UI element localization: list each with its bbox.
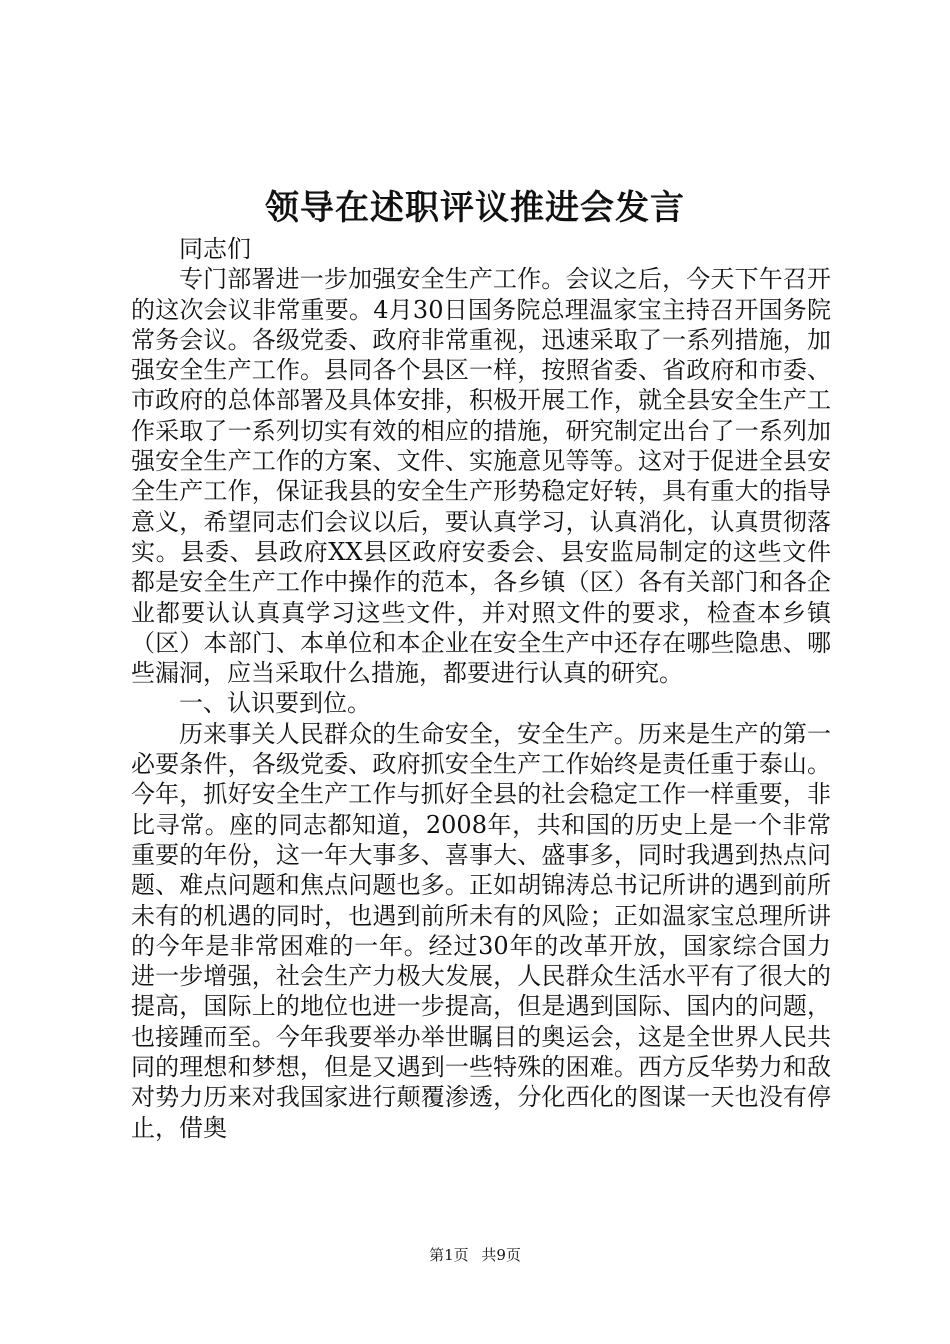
salutation: 同志们: [179, 235, 251, 263]
page-footer: [0, 1245, 950, 1265]
page-number: 第1页: [429, 1246, 469, 1264]
paragraph: 历来事关人民群众的生命安全，安全生产。历来是生产的第一必要条件，各级党委、政府抓安全生产工作始终是责任重于泰山。今年，抓好安全生产工作与抓好全县的社会稳定工作一样重要，非比寻常。座的同志都知道，2008年，共和国的历史上是一个非常重要的年份，这一年大事多、喜事大、盛事多，同时我遇到热点问题、难点问题和焦点问题也多。正如胡锦涛总书记所讲的遇到前所未有的机遇的同时，也遇到前所未有的风险；正如温家宝总理所讲的今年是非常困难的一年。经过30年的改革开放，国家综合国力进一步增强，社会生产力极大发展，人民群众生活水平有了很大的提高，国际上的地位也进一步提高，但是遇到国际、国内的问题，也接踵而至。今年我要举办举世瞩目的奥运会，这是全世界人民共同的理想和梦想，但是又遇到一些特殊的困难。西方反华势力和敌对势力历来对我国家进行颠覆渗透，分化西化的图谋一天也没有停止，借奥: [131, 719, 831, 1142]
page-total: 共9页: [481, 1246, 521, 1264]
paragraph: 专门部署进一步加强安全生产工作。会议之后，今天下午召开的这次会议非常重要。4月30日国务院总理温家宝主持召开国务院常务会议。各级党委、政府非常重视，迅速采取了一系列措施，加强安全生产工作。县同各个县区一样，按照省委、省政府和市委、市政府的总体部署及具体安排，积极开展工作，就全县安全生产工作采取了一系列切实有效的相应的措施，研究制定出台了一系列加强安全生产工作的方案、文件、实施意见等等。这对于促进全县安全生产工作，保证我县的安全生产形势稳定好转，具有重大的指导意义，希望同志们会议以后，要认真学习，认真消化，认真贯彻落实。县委、县政府XX县区政府安委会、县安监局制定的这些文件都是安全生产工作中操作的范本，各乡镇（区）各有关部门和各企业都要认认真真学习这些文件，并对照文件的要求，检查本乡镇（区）本部门、本单位和本企业在安全生产中还存在哪些隐患、哪些漏洞，应当采取什么措施，都要进行认真的研究。: [131, 265, 831, 688]
document-title: 领导在述职评议推进会发言: [265, 188, 685, 228]
document-body: [131, 234, 831, 1143]
section-heading: 一、认识要到位。: [179, 689, 371, 718]
